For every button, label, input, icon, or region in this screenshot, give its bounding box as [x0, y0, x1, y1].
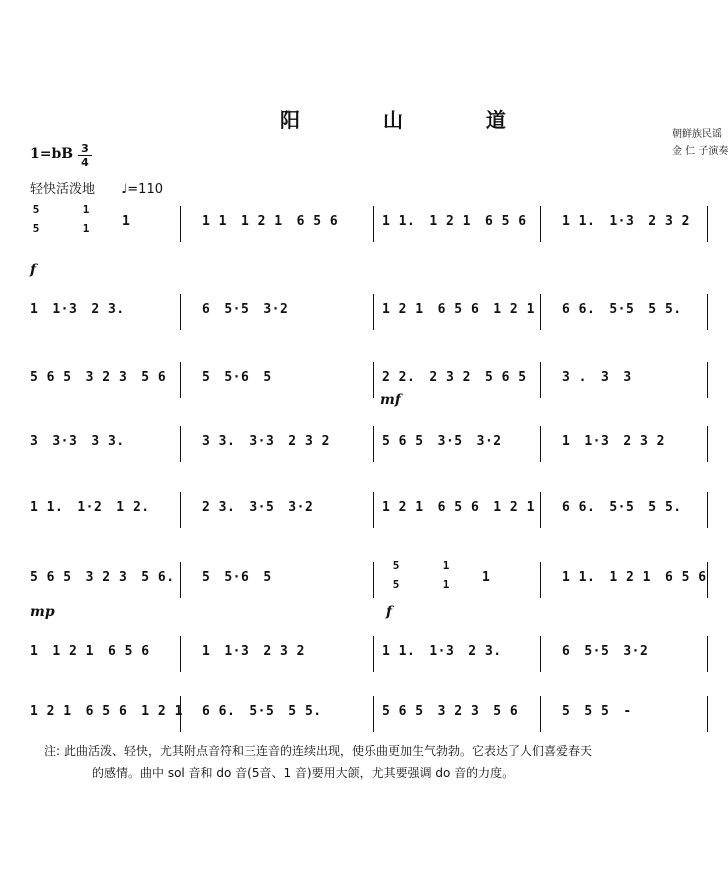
- chord-note: 5: [392, 578, 400, 591]
- beat: 5 6: [493, 704, 519, 719]
- beat: 6 5 6: [664, 570, 707, 585]
- beat: 6 5 6: [437, 302, 480, 317]
- beat: 3 .: [562, 370, 587, 385]
- tempo-marking: [30, 178, 163, 197]
- measure: [382, 704, 532, 719]
- beat: 2 3 2: [288, 434, 330, 449]
- beat: 6: [562, 644, 571, 659]
- measure: [562, 434, 679, 449]
- credit-origin: 朝鲜族民谣: [672, 129, 722, 140]
- footnote-line: 的感情。曲中 sol 音和 do 音(5音、1 音)要用大颌，尤其要强调 do 音的力度。: [92, 766, 515, 780]
- bar-line: [180, 294, 181, 330]
- score-row: [30, 690, 728, 736]
- beat: 1 2 1: [382, 500, 424, 515]
- beat: 5: [263, 570, 272, 585]
- expression-text: 轻快活泼地: [30, 182, 96, 197]
- beat: 3: [623, 370, 632, 385]
- score-row: [30, 630, 728, 676]
- chord-note: 1: [442, 578, 450, 591]
- beat: 3: [30, 434, 39, 449]
- beat: 6 5 6: [437, 500, 480, 515]
- chord-note: 5: [32, 222, 40, 235]
- beat: 1·3: [584, 434, 610, 449]
- measure: [202, 302, 302, 317]
- measure: [382, 644, 516, 659]
- beat: 1: [202, 644, 211, 659]
- chord-note: 5: [392, 559, 400, 572]
- beat: 5·5: [584, 644, 610, 659]
- bar-line: [540, 696, 541, 732]
- measure: [202, 370, 286, 385]
- key-signature: 1=bB: [30, 146, 74, 162]
- measure: [562, 370, 646, 385]
- measure: [562, 500, 696, 515]
- beat: 3·3: [249, 434, 275, 449]
- time-signature-bottom: 4: [81, 156, 89, 169]
- bar-line: [540, 562, 541, 598]
- beat: 6 5 6: [85, 704, 128, 719]
- beat: 3·2: [263, 302, 289, 317]
- chord-note: 1: [82, 222, 90, 235]
- beat: 2 3 2: [623, 434, 665, 449]
- beat: 3 3.: [202, 434, 236, 449]
- score-row: [30, 556, 728, 602]
- beat: 2 3.: [468, 644, 502, 659]
- measure: [202, 570, 286, 585]
- beat: 5 6: [141, 370, 167, 385]
- bar-line: [707, 426, 708, 462]
- bar-line: [373, 636, 374, 672]
- beat: 2 3 2: [648, 214, 690, 229]
- beat: 1 2 1: [493, 500, 535, 515]
- footnote-line: 此曲活泼、轻快，尤其附点音符和三连音的连续出现，使乐曲更加生气勃勃。它表达了人们喜爱春天: [64, 744, 593, 758]
- beat: 1·3: [224, 644, 250, 659]
- beat: 5 6 5: [382, 434, 424, 449]
- beat: 1·3: [52, 302, 78, 317]
- bar-line: [373, 696, 374, 732]
- bar-line: [180, 492, 181, 528]
- beat: 5: [202, 370, 211, 385]
- bar-line: [540, 426, 541, 462]
- dynamic-mark: f: [30, 262, 37, 278]
- chord: [390, 556, 402, 594]
- measure: [202, 644, 319, 659]
- measure: [30, 434, 139, 449]
- bar-line: [373, 206, 374, 242]
- beat: 3 2 3: [437, 704, 480, 719]
- beat: 6 6.: [562, 500, 596, 515]
- beat: 1 2.: [116, 500, 150, 515]
- beat: -: [623, 704, 632, 719]
- credit-performer: 金 仁 子演奏: [672, 146, 728, 157]
- beat: 2 3.: [202, 500, 236, 515]
- beat: 5 5.: [288, 704, 322, 719]
- beat: 1·3: [609, 214, 635, 229]
- beat: 1 2 1: [141, 704, 183, 719]
- beat: 6: [202, 302, 211, 317]
- beat: 5 6 5: [382, 704, 424, 719]
- bar-line: [373, 362, 374, 398]
- beat: 6 6.: [562, 302, 596, 317]
- beat: 5: [263, 370, 272, 385]
- measure: [202, 704, 336, 719]
- dynamic-mark: mf: [380, 392, 401, 408]
- beat: 1: [122, 214, 131, 229]
- beat: 1 2 1: [52, 644, 94, 659]
- credits: [672, 126, 728, 160]
- beat: 5·5: [249, 704, 275, 719]
- beat: 1·3: [429, 644, 455, 659]
- beat: 5·6: [224, 370, 250, 385]
- measure: [30, 302, 139, 317]
- measure: [30, 500, 164, 515]
- beat: 1 1.: [562, 570, 596, 585]
- beat: 5 6 5: [30, 370, 72, 385]
- bar-line: [540, 636, 541, 672]
- beat: 1 2 1: [429, 214, 471, 229]
- beat: 1·2: [77, 500, 103, 515]
- chord: [80, 200, 92, 238]
- metronome-mark: ♩=110: [121, 182, 163, 197]
- beat: 1 2 1: [609, 570, 651, 585]
- measure: [562, 214, 704, 229]
- measure: [482, 570, 504, 585]
- dynamic-mark: f: [386, 604, 393, 620]
- beat: 3·2: [288, 500, 314, 515]
- bar-line: [707, 362, 708, 398]
- beat: 1 2 1: [493, 302, 535, 317]
- chord: [440, 556, 452, 594]
- bar-line: [707, 636, 708, 672]
- beat: 5 6 5: [484, 370, 527, 385]
- measure: [382, 302, 549, 317]
- chord-note: 1: [82, 203, 90, 216]
- beat: 5 5.: [648, 302, 682, 317]
- beat: 3·2: [476, 434, 502, 449]
- beat: 1: [30, 644, 39, 659]
- measure: [30, 704, 197, 719]
- beat: 3 2 3: [85, 570, 128, 585]
- beat: 1: [30, 302, 39, 317]
- measure: [202, 500, 327, 515]
- bar-line: [373, 492, 374, 528]
- beat: 2 3 2: [263, 644, 305, 659]
- bar-line: [707, 696, 708, 732]
- chord-note: 5: [32, 203, 40, 216]
- beat: 1: [562, 434, 571, 449]
- bar-line: [373, 562, 374, 598]
- beat: 6 6.: [202, 704, 236, 719]
- beat: 3·5: [249, 500, 275, 515]
- measure: [382, 370, 541, 385]
- score-row: [30, 288, 728, 334]
- dynamic-mark: mp: [30, 604, 55, 620]
- beat: 2 3 2: [429, 370, 471, 385]
- bar-line: [707, 492, 708, 528]
- beat: 3: [600, 370, 610, 385]
- beat: 1 1.: [382, 214, 416, 229]
- bar-line: [707, 206, 708, 242]
- beat: 3 2 3: [85, 370, 128, 385]
- beat: 1: [482, 570, 491, 585]
- measure: [382, 434, 516, 449]
- beat: 5: [562, 704, 571, 719]
- bar-line: [707, 294, 708, 330]
- beat: 1 2 1: [240, 214, 283, 229]
- beat: 5·5: [609, 500, 635, 515]
- beat: 6 5 6: [484, 214, 527, 229]
- footnote: [44, 740, 728, 784]
- page-title: 阳 山 道: [280, 108, 544, 132]
- beat: 2 2.: [382, 370, 416, 385]
- bar-line: [373, 426, 374, 462]
- score-row: [30, 356, 728, 402]
- beat: 5 6 5: [30, 570, 72, 585]
- beat: 1 1.: [382, 644, 416, 659]
- measure: [562, 302, 696, 317]
- beat: 6 5 6: [296, 214, 339, 229]
- bar-line: [180, 206, 181, 242]
- footnote-label: 注:: [44, 744, 61, 758]
- beat: 5·5: [224, 302, 250, 317]
- beat: 2 3.: [91, 302, 125, 317]
- beat: 1 1.: [562, 214, 596, 229]
- beat: 3 3.: [91, 434, 125, 449]
- beat: 5: [202, 570, 211, 585]
- chord: [30, 200, 42, 238]
- bar-line: [180, 426, 181, 462]
- beat: 3·5: [437, 434, 463, 449]
- beat: 3·2: [623, 644, 649, 659]
- bar-line: [373, 294, 374, 330]
- beat: 5 5: [584, 704, 610, 719]
- beat: 1 1: [202, 214, 227, 229]
- beat: 5 5.: [648, 500, 682, 515]
- measure: [382, 500, 549, 515]
- chord-note: 1: [442, 559, 450, 572]
- beat: 5 6.: [141, 570, 175, 585]
- measure: [562, 644, 662, 659]
- score-row: [30, 200, 728, 246]
- time-signature-top: 3: [81, 142, 89, 155]
- measure: [562, 570, 721, 585]
- measure: [122, 214, 144, 229]
- beat: 1 2 1: [30, 704, 72, 719]
- score-row: [30, 486, 728, 532]
- measure: [382, 214, 541, 229]
- measure: [30, 370, 180, 385]
- measure: [562, 704, 646, 719]
- bar-line: [180, 636, 181, 672]
- beat: 1 2 1: [382, 302, 424, 317]
- beat: 6 5 6: [107, 644, 150, 659]
- beat: 5·6: [224, 570, 250, 585]
- beat: 1 1.: [30, 500, 64, 515]
- beat: 3·3: [52, 434, 78, 449]
- measure: [202, 214, 352, 229]
- measure: [30, 570, 189, 585]
- beat: 5·5: [609, 302, 635, 317]
- score-row: [30, 420, 728, 466]
- measure: [202, 434, 344, 449]
- measure: [30, 644, 164, 659]
- time-signature: [78, 143, 92, 168]
